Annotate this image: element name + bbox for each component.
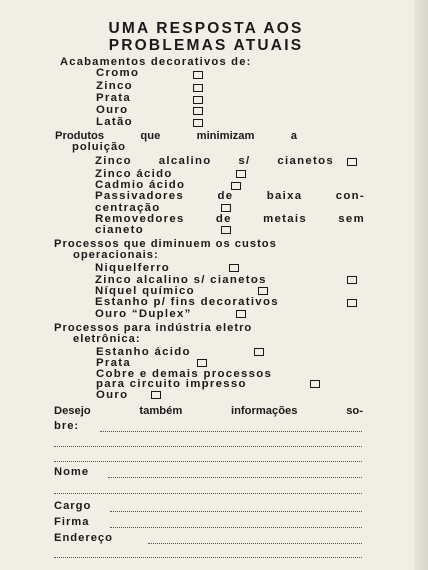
- item-passivadores-cont: centração: [95, 202, 161, 214]
- item-word: de: [217, 190, 234, 202]
- checkbox-removedores[interactable]: [221, 226, 231, 234]
- checkbox-prata[interactable]: [193, 96, 203, 104]
- checkbox-zinco-acido[interactable]: [236, 170, 246, 178]
- info-line-2[interactable]: [54, 445, 362, 447]
- checkbox-cobre[interactable]: [310, 380, 320, 388]
- cargo-label: Cargo: [54, 500, 92, 512]
- section2-heading-word: a: [290, 130, 297, 142]
- checkbox-estanho-acido[interactable]: [254, 348, 264, 356]
- info-line-3[interactable]: [54, 460, 362, 462]
- item-prata: Prata: [96, 92, 131, 104]
- checkbox-passivadores[interactable]: [221, 204, 231, 212]
- firma-field[interactable]: [110, 526, 362, 528]
- name-field-extra[interactable]: [54, 492, 362, 494]
- item-word: Zinco: [95, 155, 132, 167]
- request-word: so-: [346, 405, 363, 417]
- title-line-2: PROBLEMAS ATUAIS: [108, 37, 304, 54]
- item-ouro: Ouro: [96, 104, 129, 116]
- firma-label: Firma: [54, 516, 90, 528]
- section4-heading-line1: Processos para indústria eletro: [54, 322, 253, 334]
- item-passivadores: [95, 190, 365, 202]
- item-ouro-2: Ouro: [96, 389, 129, 401]
- checkbox-latao[interactable]: [193, 119, 203, 127]
- item-estanho-decorativos: Estanho p/ fins decorativos: [95, 296, 279, 308]
- section1-heading: Acabamentos decorativos de:: [60, 56, 252, 68]
- item-word: metais: [263, 213, 308, 225]
- checkbox-ouro[interactable]: [193, 107, 203, 115]
- item-cobre-line2: para circuito impresso: [96, 378, 247, 390]
- checkbox-ouro-2[interactable]: [151, 391, 161, 399]
- name-field[interactable]: [108, 476, 362, 478]
- item-niquel-quimico: Níquel químico: [95, 285, 195, 297]
- endereco-field-extra[interactable]: [54, 556, 362, 558]
- item-cadmio-acido: Cadmio ácido: [95, 179, 186, 191]
- item-word: sem: [338, 213, 365, 225]
- checkbox-zinco-alcalino[interactable]: [347, 158, 357, 166]
- name-label: Nome: [54, 466, 90, 478]
- item-word: alcalino: [158, 155, 212, 167]
- item-word: de: [215, 213, 232, 225]
- item-niquelferro: Niquelferro: [95, 262, 171, 274]
- request-info-line1: [54, 405, 363, 417]
- item-zinco-alcalino-2: Zinco alcalino s/ cianetos: [95, 274, 267, 286]
- item-zinco-acido: Zinco ácido: [95, 168, 173, 180]
- section2-heading-word: que: [140, 130, 161, 142]
- checkbox-ouro-duplex[interactable]: [236, 310, 246, 318]
- checkbox-prata-2[interactable]: [197, 359, 207, 367]
- item-latao: Latão: [96, 116, 133, 128]
- item-word: Passivadores: [95, 190, 185, 202]
- endereco-label: Endereço: [54, 532, 113, 544]
- page-edge: [414, 0, 428, 570]
- section4-heading-line2: eletrônica:: [73, 333, 141, 345]
- item-word: s/: [238, 155, 251, 167]
- request-info-line2: bre:: [54, 420, 80, 432]
- endereco-field[interactable]: [148, 542, 362, 544]
- section3-heading-line2: operacionais:: [73, 249, 159, 261]
- item-cromo: Cromo: [96, 67, 140, 79]
- section2-heading-line2: poluição: [72, 141, 126, 153]
- checkbox-zinco[interactable]: [193, 84, 203, 92]
- item-zinco: Zinco: [96, 80, 133, 92]
- item-ouro-duplex: Ouro “Duplex”: [95, 308, 192, 320]
- cargo-field[interactable]: [110, 510, 362, 512]
- section2-heading-word: minimizam: [196, 130, 255, 142]
- request-word: Desejo: [54, 405, 91, 417]
- section2-heading-word: Produtos: [55, 130, 105, 142]
- section3-heading-line1: Processos que diminuem os custos: [54, 238, 277, 250]
- item-word: baixa: [266, 190, 303, 202]
- item-zinco-alcalino: [95, 155, 334, 167]
- item-word: cianetos: [277, 155, 334, 167]
- item-prata-2: Prata: [96, 357, 131, 369]
- item-estanho-acido: Estanho ácido: [96, 346, 191, 358]
- checkbox-niquelferro[interactable]: [229, 264, 239, 272]
- request-word: informações: [230, 405, 298, 417]
- info-line-1[interactable]: [100, 430, 362, 432]
- item-word: Removedores: [95, 213, 185, 225]
- checkbox-niquel-quimico[interactable]: [258, 287, 268, 295]
- item-removedores-cont: cianeto: [95, 224, 144, 236]
- item-cobre-line1: Cobre e demais processos: [96, 368, 273, 380]
- title-line-1: UMA RESPOSTA AOS: [108, 20, 304, 37]
- checkbox-cadmio-acido[interactable]: [231, 182, 241, 190]
- checkbox-estanho-decorativos[interactable]: [347, 299, 357, 307]
- checkbox-cromo[interactable]: [193, 71, 203, 79]
- checkbox-zinco-alcalino-2[interactable]: [347, 276, 357, 284]
- item-word: con-: [335, 190, 365, 202]
- request-word: também: [139, 405, 183, 417]
